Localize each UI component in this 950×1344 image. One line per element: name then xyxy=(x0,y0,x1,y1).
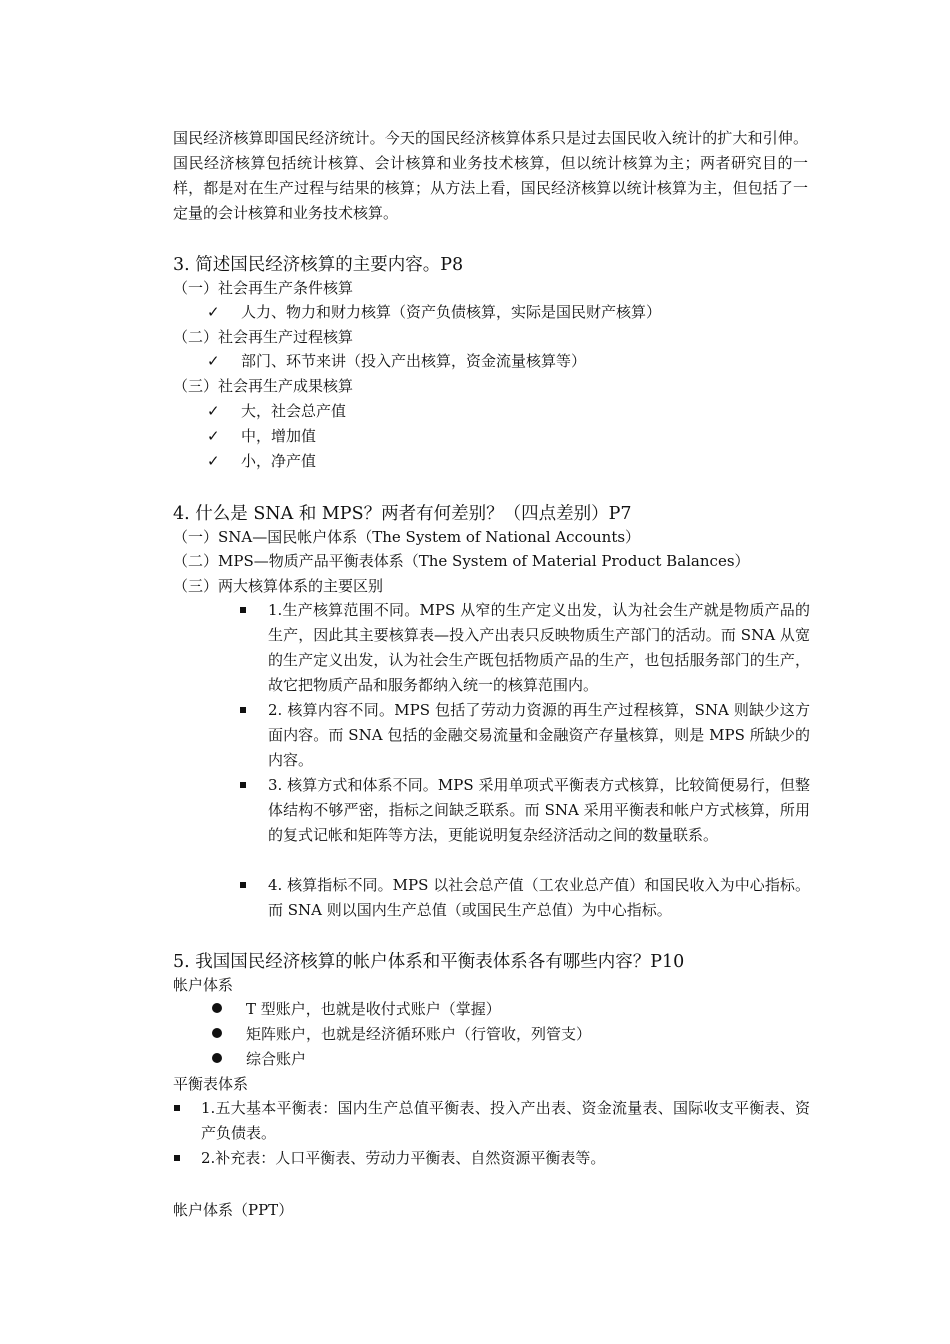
q3-s1-item: ✓ 人力、物力和财力核算（资产负债核算，实际是国民财产核算） xyxy=(207,303,662,321)
q5-account-item: T 型账户，也就是收付式账户（掌握） xyxy=(212,998,501,1019)
square-bullet-icon xyxy=(240,607,246,613)
question-3-heading: 3. 简述国民经济核算的主要内容。P8 xyxy=(173,255,464,275)
round-bullet-icon xyxy=(212,1028,222,1038)
q5-balance-label: 平衡表体系 xyxy=(173,1075,249,1093)
intro-paragraph: 国民经济核算即国民经济统计。今天的国民经济核算体系只是过去国民收入统计的扩大和引伸。国民经济核算包括统计核算、会计核算和业务技术核算，但以统计核算为主；两者研究目的一样，都是对在生产过程与结果的核算；从方法上看，国民经济核算以统计核算为主，但包括了一定量的会计核算和业务技术核算。 xyxy=(173,129,808,222)
q3-section-3: （三）社会再生产成果核算 xyxy=(173,377,354,395)
document-page: 国民经济核算即国民经济统计。今天的国民经济核算体系只是过去国民收入统计的扩大和引伸。国民经济核算包括统计核算、会计核算和业务技术核算，但以统计核算为主；两者研究目的一样，都是对在生产过程与结果的核算；从方法上看，国民经济核算以统计核算为主，但包括了一定量的会计核算和业务技术核算。 3. 简述国民经济核算的主要内容。P8 （一）社会再生产条件核算 ✓ 人力、物力和财力核算（资产负债核算，实际是国民财产核算） （二）社会再生产过程核算 ✓ 部门、环节来讲（投入产出核算，资金流量核算等） （三）社会再生产成果核算 ✓ 大，社会总产值 ✓ 中，增加值 ✓ 小，净产值 4. 什么是 SNA 和 MPS？两者有何差别？（四点差别）P7 （一）SNA—国民帐户体系（The System of National Accounts） （二）MPS—物质产品平衡表体系（The System of Material Product Balances） （三）两大核算体系的主要区别 1.生产核算范围不同。MPS 从窄的生产定义出发，认为社会生产就是物质产品的生产，因此其主要核算表—投入产出表只反映物质生产部门的活动。而 SNA 从宽的生产定义出发，认为社会生产既包括物质产品的生产，也包括服务部门的生产，故它把物质产品和服务都纳入统一的核算范围内。 2. 核算内容不同。MPS 包括了劳动力资源的再生产过程核算，SNA 则缺少这方面内容。而 SNA 包括的金融交易流量和金融资产存量核算，则是 MPS 所缺少的内容。 3. 核算方式和体系不同。MPS 采用单项式平衡表方式核算，比较简便易行，但整体结构不够严密，指标之间缺乏联系。而 SNA 采用平衡表和帐户方式核算，所用的复式记帐和矩阵等方法，更能说明复杂经济活动之间的数量联系。 4. 核算指标不同。MPS 以社会总产值（工农业总产值）和国民收入为中心指标。而 SNA 则以国内生产总值（或国民生产总值）为中心指标。 5. 我国国民经济核算的帐户体系和平衡表体系各有哪些内容？P10 帐户体系 T 型账户，也就是收付式账户（掌握） 矩阵账户，也就是经济循环账户（行管收，列管支） 综合账户 平衡表体系 1.五大基本平衡表：国内生产总值平衡表、投入产出表、资金流量表、国际收支平衡表、资产负债表。 2.补充表：人口平衡表、劳动力平衡表、自然资源平衡表等。 帐户体系（PPT） xyxy=(0,0,950,1344)
round-bullet-icon xyxy=(212,1053,222,1063)
q3-s3-item: ✓ 中，增加值 xyxy=(207,427,317,445)
checkmark-icon: ✓ xyxy=(207,402,220,420)
q3-s3-item: ✓ 小，净产值 xyxy=(207,452,317,470)
checkmark-icon: ✓ xyxy=(207,427,220,445)
square-bullet-icon xyxy=(240,882,246,888)
checkmark-icon: ✓ xyxy=(207,452,220,470)
round-bullet-icon xyxy=(212,1003,222,1013)
square-bullet-icon xyxy=(174,1155,180,1161)
square-bullet-icon xyxy=(240,707,246,713)
question-5-heading: 5. 我国国民经济核算的帐户体系和平衡表体系各有哪些内容？P10 xyxy=(173,952,685,972)
checkmark-icon: ✓ xyxy=(207,352,220,370)
square-bullet-icon xyxy=(240,782,246,788)
q4-section-3: （三）两大核算体系的主要区别 xyxy=(173,577,384,595)
checkmark-icon: ✓ xyxy=(207,303,220,321)
q3-section-1: （一）社会再生产条件核算 xyxy=(173,279,354,297)
q4-section-2: （二）MPS—物质产品平衡表体系（The System of Material Product Balances） xyxy=(173,552,750,570)
q5-ppt-label: 帐户体系（PPT） xyxy=(173,1201,294,1219)
square-bullet-icon xyxy=(174,1105,180,1111)
q5-account-item: 矩阵账户，也就是经济循环账户（行管收，列管支） xyxy=(212,1023,591,1044)
q5-account-item: 综合账户 xyxy=(212,1048,306,1069)
q4-section-1: （一）SNA—国民帐户体系（The System of National Accounts） xyxy=(173,528,641,546)
q5-accounts-label: 帐户体系 xyxy=(173,976,234,994)
q3-section-2: （二）社会再生产过程核算 xyxy=(173,328,354,346)
q3-s2-item: ✓ 部门、环节来讲（投入产出核算，资金流量核算等） xyxy=(207,352,587,370)
question-4-heading: 4. 什么是 SNA 和 MPS？两者有何差别？（四点差别）P7 xyxy=(173,504,632,524)
q3-s3-item: ✓ 大，社会总产值 xyxy=(207,402,347,420)
